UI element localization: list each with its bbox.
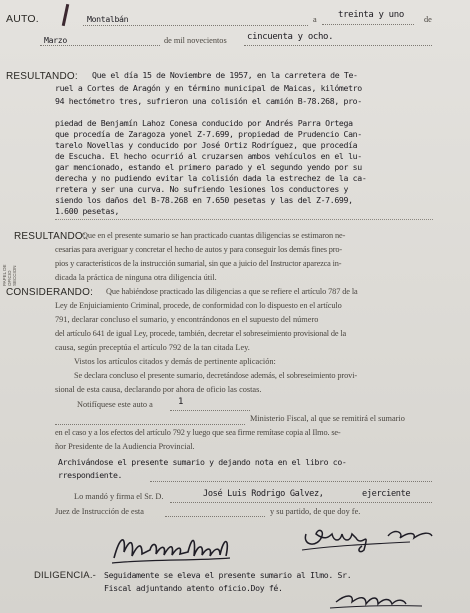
place-line <box>83 25 308 26</box>
resultando1-line: 1.600 pesetas, <box>55 206 120 216</box>
considerando-line: sional de esta causa, declarando por ahora de oficio las costas. <box>55 385 262 394</box>
ink-mark <box>62 4 70 26</box>
judge-name: José Luis Rodrigo Galvez, <box>203 489 324 499</box>
notify-line <box>170 410 250 411</box>
resultando1-line: que procedía de Zaragoza yonel Z-7.699, propiedad de Prudencio Can- <box>55 129 362 139</box>
resultando2-line: cesarias para averiguar y concretar el hecho de autos y para conseguir los demás fines pro- <box>55 245 342 254</box>
considerando-line: causa, según preceptúa el artículo 792 de la tan citada Ley. <box>55 343 250 352</box>
considerando-line: del artículo 641 de igual Ley, procede, también, decretar el sobreseimiento provisional de la <box>55 329 347 338</box>
resultando1-line: 94 hectómetro tres, sufrieron una colisión el camión B-78.268, pro- <box>55 96 362 106</box>
considerando-line: 791, declarar concluso el sumario, y encontrándonos en el supuesto del número <box>55 315 319 324</box>
archive-end-line <box>150 481 432 482</box>
resultando2-line: dicada la práctica de ninguna otra diligencia útil. <box>55 273 217 282</box>
year-line <box>244 45 432 46</box>
secretary-signature <box>300 520 450 556</box>
resultando1-line: Que el día 15 de Noviembre de 1957, en la carretera de Te- <box>92 70 358 80</box>
resultando1-line: tarelo Novellas y conducido por José Ortiz Rodríguez, que procedía <box>55 140 358 150</box>
considerando-line: Vistos los artículos citados y demás de pertinente aplicación: <box>74 357 276 366</box>
archive-line: rrespondiente. <box>58 470 123 480</box>
closing-suffix: ejerciente <box>362 489 411 499</box>
considerando-line: ñor Presidente de la Audiencia Provincial. <box>55 442 195 451</box>
considerando-line: Se declara concluso el presente sumario, decretándose además, el sobreseimiento provi- <box>74 371 358 380</box>
judge-line <box>170 502 432 503</box>
header-de: de <box>424 15 432 24</box>
resultando2-line: pios y característicos de la instrucción sumarial, sin que a juicio del Instructor aparezca in- <box>55 259 342 268</box>
auto-label: AUTO. <box>6 13 39 25</box>
resultando1-line: siendo los daños del B-78.268 en 7.650 pesetas y las del Z-7.699, <box>55 195 353 205</box>
considerando-line: Notifíquese este auto a <box>77 400 153 409</box>
diligencia-line: Fiscal adjuntando atento oficio.Doy fé. <box>104 583 283 593</box>
judge-signature <box>112 528 262 568</box>
considerando-label: CONSIDERANDO: <box>6 287 94 298</box>
resultando1-line: piedad de Benjamín Lahoz Conesa conducido por Andrés Parra Ortega <box>55 118 353 128</box>
header-a: a <box>313 15 317 24</box>
resultando1-line: rretera y ser una curva. No sufriendo lesiones los conductores y <box>55 184 349 194</box>
side-stamp-text: PAPEL DE <box>2 264 7 286</box>
resultando1-end-line <box>55 219 433 220</box>
month-line <box>40 45 160 46</box>
resultando2-label: RESULTANDO: <box>14 231 86 242</box>
diligencia-line: Seguidamente se eleva el presente sumario al Ilmo. Sr. <box>104 570 352 580</box>
considerando-line: Ley de Enjuiciamiento Criminal, procede, de conformidad con lo dispuesto en el artículo <box>55 301 342 310</box>
closing-prefix: Lo mandó y firma el Sr. D. <box>74 492 164 501</box>
resultando1-label: RESULTANDO: <box>6 71 78 82</box>
resultando2-line: Que en el presente sumario se han practicado cuantas diligencias se estimaron ne- <box>82 231 346 240</box>
closing-line2-suffix: y su partido, de que doy fe. <box>270 507 361 516</box>
considerando-line: en el caso y a los efectos del artículo 792 y luego que sea firme remítase copia al Ilmo. se- <box>55 428 341 437</box>
header-year: cincuenta y ocho. <box>247 32 334 42</box>
court-line <box>165 516 265 517</box>
considerando-line: Que habiéndose practicado las diligencias a que se refiere el artículo 787 de la <box>106 287 358 296</box>
header-year-prefix: de mil novecientos <box>164 36 227 45</box>
header-month: Marzo <box>44 35 67 45</box>
side-stamp-text: SECCION <box>12 265 17 286</box>
day-line <box>322 24 414 25</box>
header-day: treinta y uno <box>338 10 404 20</box>
resultando1-line: ruel a Cortes de Aragón y en término municipal de Maicas, kilómetro <box>55 83 362 93</box>
header-place: Montalbán <box>87 14 129 24</box>
resultando1-line: de Escucha. El hecho ocurrió al cruzarsen ambos vehículos en el lu- <box>55 151 362 161</box>
notify-line-2 <box>55 424 245 425</box>
diligencia-label: DILIGENCIA.- <box>34 570 97 581</box>
considerando-line: Ministerio Fiscal, al que se remitirá el sumario <box>250 414 405 423</box>
notify-value: 1 <box>178 397 184 407</box>
closing-line2-prefix: Juez de Instrucción de esta <box>55 507 144 516</box>
resultando1-line: gar mencionado, estando el primero parado y el segundo yendo por su <box>55 162 362 172</box>
side-stamp-text: OFICIO <box>7 270 12 286</box>
final-signature <box>330 590 440 612</box>
archive-line: Archivándose el presente sumario y dejando nota en el libro co- <box>58 457 347 467</box>
resultando1-line: derecha y no pudiendo evitar la colisión dada la estrechez de la ca- <box>55 173 367 183</box>
